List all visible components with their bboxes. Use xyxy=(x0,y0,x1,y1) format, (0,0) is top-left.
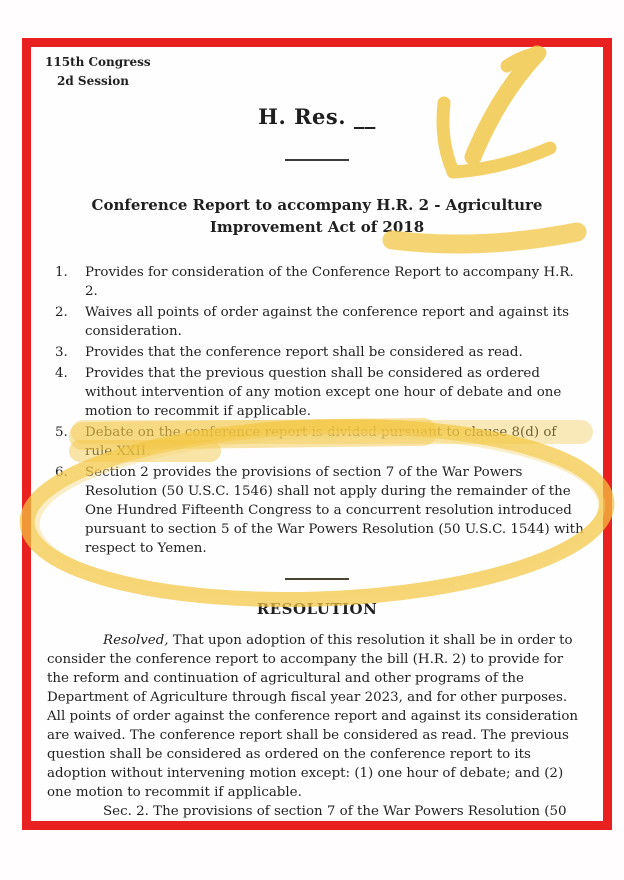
item-text: Section 2 provides the provisions of section 7 of the War Powers Resolution (50 U.S.C. 1546) shall not apply during the remainder of the One Hundred Fifteenth Congress to a concurrent resolution introduced pursuant to section 5 of the War Powers Resolution (50 U.S.C. 1544) with respect to Yemen. xyxy=(85,464,584,556)
session-label: 2d Session xyxy=(57,74,130,88)
provision-list xyxy=(45,263,589,558)
list-item xyxy=(55,263,589,301)
congress-label: 115th Congress xyxy=(45,55,151,69)
resolved-paragraph xyxy=(47,631,587,802)
resolved-text: That upon adoption of this resolution it shall be in order to consider the conference report to accompany the bill (H.R. 2) to provide for the reform and continuation of agricultural and other programs of the Department of Agriculture through fiscal year 2023, and for other purposes. All points of order against the conference report and against its consideration are waived. The conference report shall be considered as read. The previous question shall be considered as ordered on the conference report to its adoption without intervening motion except: (1) one hour of debate; and (2) one motion to recommit if applicable. xyxy=(47,632,579,800)
item-number: 2. xyxy=(55,304,68,320)
item-text: Provides that the previous question shall be considered as ordered without intervention of any motion except one hour of debate and one motion to recommit if applicable. xyxy=(85,365,562,419)
item-number: 4. xyxy=(55,365,68,381)
list-item-highlighted xyxy=(55,423,589,461)
item-text: Provides for consideration of the Conference Report to accompany H.R. 2. xyxy=(85,264,574,299)
resolution-heading: RESOLUTION xyxy=(256,599,378,618)
red-border-frame xyxy=(22,38,612,830)
document-content xyxy=(31,47,603,821)
section-divider xyxy=(285,578,349,580)
item-number: 6. xyxy=(55,464,68,480)
item-text: Waives all points of order against the conference report and against its consideration. xyxy=(85,304,569,339)
item-text: Provides that the conference report shall be considered as read. xyxy=(85,344,523,360)
list-item xyxy=(55,364,589,421)
list-item xyxy=(55,343,589,362)
section-divider xyxy=(285,159,349,161)
resolved-word: Resolved, xyxy=(103,632,169,648)
list-item xyxy=(55,303,589,341)
item-number: 1. xyxy=(55,264,68,280)
item-text: Debate on the conference report is divided pursuant to clause 8(d) of rule XXII. xyxy=(85,424,557,459)
sec2-paragraph: Sec. 2. The provisions of section 7 of the War Powers Resolution (50 xyxy=(103,803,567,819)
item-number: 5. xyxy=(55,424,68,440)
document-title: Conference Report to accompany H.R. 2 - Agriculture Improvement Act of 2018 xyxy=(91,196,543,236)
document-number: H. Res. __ xyxy=(258,104,376,129)
item-number: 3. xyxy=(55,344,68,360)
list-item-circled xyxy=(55,463,589,558)
